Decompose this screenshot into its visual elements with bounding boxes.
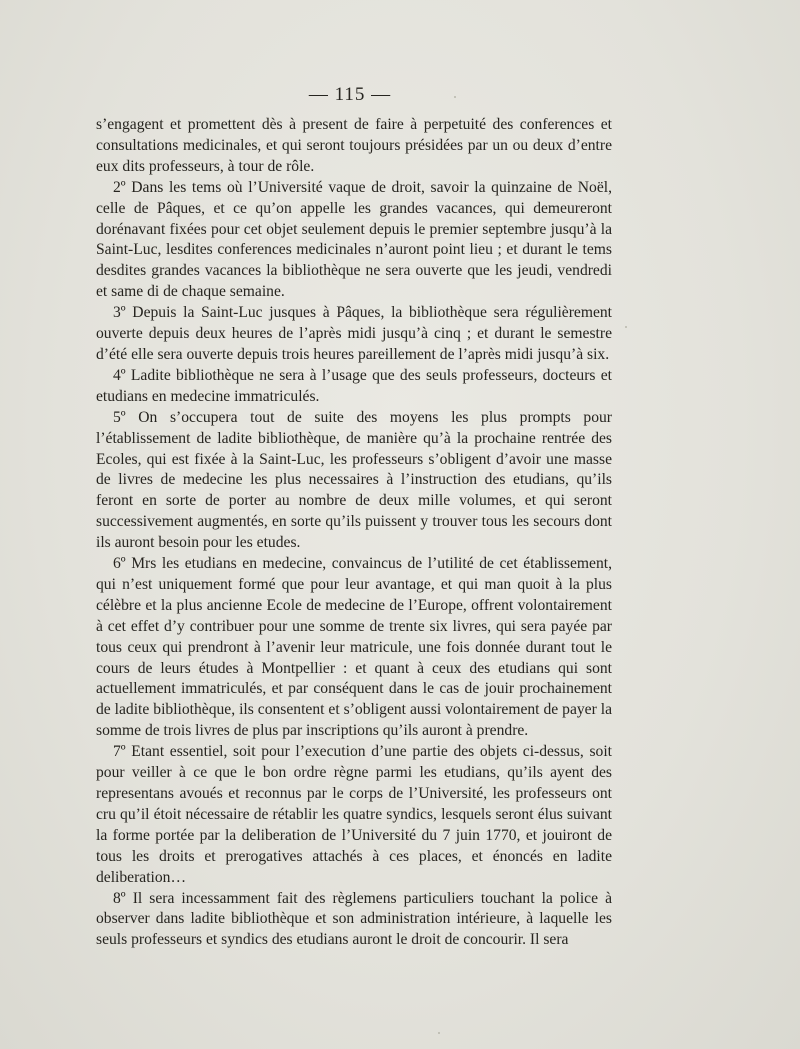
paragraph-6: 6º Mrs les etudians en medecine, convaincus de l’utilité de cet établissement, qui n’est uniquement formé que pour leur avantage, et qui man quoit à la plus célèbre et la plus ancienne Ecole de medecine de l’Europe, offrent volontairement à cet effet d’y contribuer pour une somme de trente six livres, qui sera payée par tous ceux qui prendront à l’avenir leur matricule, une fois donnée durant tout le cours de leurs études à Montpellier : et quant à ceux des etudians qui sont actuellement immatriculés, et par conséquent dans le cas de jouir prochainement de ladite bibliothèque, ils consentent et s’obligent aussi volontairement de payer la somme de trois livres de plus par inscriptions qu’ils auront à prendre. xyxy=(96,555,612,740)
paper-speck xyxy=(625,326,627,328)
paper-speck xyxy=(454,96,456,98)
paragraph-3: 3º Depuis la Saint-Luc jusques à Pâques, la bibliothèque sera régulièrement ouverte depuis deux heures de l’après midi jusqu’à cinq ; et durant le semestre d’été elle sera ouverte depuis trois heures pareillement de l’après midi jusqu’à six. xyxy=(96,304,612,363)
page-number: — 115 — xyxy=(308,84,392,105)
paper-speck xyxy=(438,1032,440,1034)
paragraph-8: 8º Il sera incessamment fait des règlemens particuliers touchant la police à observer dans ladite bibliothèque et son administration intérieure, à laquelle les seuls professeurs et syndics des etudians auront le droit de concourir. Il sera xyxy=(96,889,612,949)
paragraph-5: 5º On s’occupera tout de suite des moyens les plus prompts pour l’établissement de ladite bibliothèque, de manière qu’à la prochaine rentrée des Ecoles, qui est fixée à la Saint-Luc, les professeurs s’obligent d’avoir une masse de livres de medecine les plus necessaires à l’instruction des etudians, qu’ils feront en sorte de porter au nombre de deux mille volumes, et qui seront successivement augmentés, en sorte qu’ils puissent y trouver tous les secours dont ils auront besoin pour les etudes. xyxy=(96,408,612,552)
paragraph-2: 2º Dans les tems où l’Université vaque de droit, savoir la quinzaine de Noël, celle de Pâques, et ce qu’on appelle les grandes vacances, qui demeureront dorénavant fixées pour cet objet seulement depuis le premier septembre jusqu’à la Saint-Luc, lesdites conferences medicinales n’auront point lieu ; et durant le tems desdites grandes vacances la bibliothèque ne sera ouverte que les jeudi, vendredi et same di de chaque semaine. xyxy=(96,178,612,301)
paragraph-continuation: s’engagent et promettent dès à present de faire à perpetuité des conferences et consultations medicinales, et qui seront toujours présidées par un ou deux d’entre eux dits professeurs, à tour de rôle. xyxy=(96,116,612,175)
paragraph-4: 4º Ladite bibliothèque ne sera à l’usage que des seuls professeurs, docteurs et etudians en medecine immatriculés. xyxy=(96,366,612,405)
body-text xyxy=(96,115,612,951)
paragraph-7: 7º Etant essentiel, soit pour l’execution d’une partie des objets ci-dessus, soit pour veiller à ce que le bon ordre règne parmi les etudians, qu’ils ayent des representans avoués et reconnus par le corps de l’Université, les professeurs ont cru qu’il étoit nécessaire de rétablir les quatre syndics, lesquels seront élus suivant la forme portée par la deliberation de l’Université du 7 juin 1770, et jouiront de tous les droits et prerogatives attachés à ces places, et énoncés en ladite deliberation… xyxy=(96,743,612,886)
